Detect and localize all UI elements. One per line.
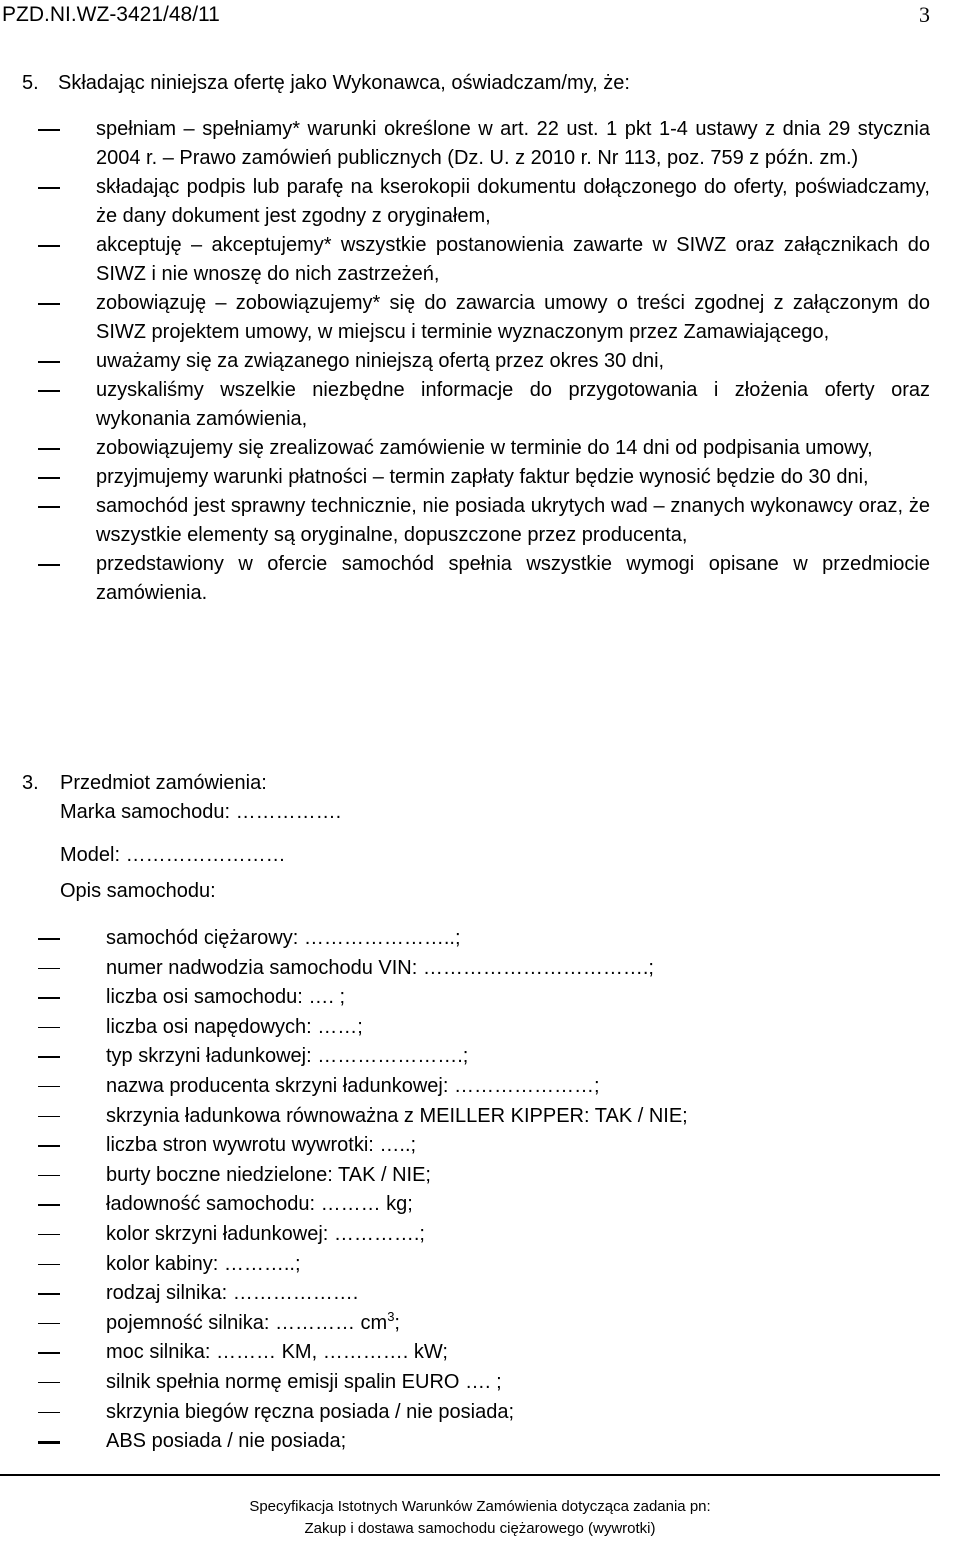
section-title: Przedmiot zamówienia: xyxy=(60,772,267,794)
section-title: Składając niniejsza ofertę jako Wykonawca, oświadczam/my, że: xyxy=(58,72,630,94)
list-item: samochód jest sprawny technicznie, nie posiada ukrytych wad – znanych wykonawcy oraz, że wszystkie elementy są oryginalne, dopuszczone przez producenta, xyxy=(38,492,930,550)
dash-bullet xyxy=(38,1056,60,1058)
page-footer xyxy=(0,1496,960,1540)
list-item: moc silnika: ……… KM, …………. kW; xyxy=(38,1338,898,1368)
list-item: akceptuję – akceptujemy* wszystkie postanowienia zawarte w SIWZ oraz załącznikach do SIWZ i nie wnoszę do nich zastrzeżeń, xyxy=(38,231,930,289)
list-item: liczba osi napędowych: ……; xyxy=(38,1013,898,1043)
page-number: 3 xyxy=(919,2,930,27)
dash-bullet xyxy=(38,997,60,999)
list-item: pojemność silnika: ………… $cm^3$; xyxy=(38,1309,898,1339)
dash-bullet xyxy=(38,506,60,508)
list-item: spełniam – spełniamy* warunki określone w art. 22 ust. 1 pkt 1-4 ustawy z dnia 29 stycznia 2004 r. – Prawo zamówień publicznych (Dz. U. z 2010 r. Nr 113, poz. 759 z późn. zm.) xyxy=(38,115,930,173)
dash-bullet xyxy=(38,1382,60,1384)
superscript: 3 xyxy=(387,1308,395,1324)
list-item: przyjmujemy warunki płatności – termin zapłaty faktur będzie wynosić będzie do 30 dni, xyxy=(38,463,930,492)
dash-bullet xyxy=(38,1323,60,1325)
dash-bullet xyxy=(38,129,60,131)
list-item: nazwa producenta skrzyni ładunkowej: …………………; xyxy=(38,1072,898,1102)
brand-field: Marka samochodu: ……………. xyxy=(60,801,342,823)
list-item: kolor kabiny: ………..; xyxy=(38,1250,898,1280)
declarations-list xyxy=(38,115,930,608)
description-label: Opis samochodu: xyxy=(60,880,216,902)
dash-bullet xyxy=(38,1027,60,1029)
list-item: kolor skrzyni ładunkowej: ………….; xyxy=(38,1220,898,1250)
dash-bullet xyxy=(38,448,60,450)
dash-bullet xyxy=(38,477,60,479)
dash-bullet xyxy=(38,1175,60,1177)
list-item: liczba stron wywrotu wywrotki: …..; xyxy=(38,1131,898,1161)
list-item: rodzaj silnika: ………………. xyxy=(38,1279,898,1309)
list-item: burty boczne niedzielone: TAK / NIE; xyxy=(38,1161,898,1191)
dash-bullet xyxy=(38,361,60,363)
list-item: zobowiązujemy się zrealizować zamówienie w terminie do 14 dni od podpisania umowy, xyxy=(38,434,930,463)
list-item: ABS posiada / nie posiada; xyxy=(38,1427,898,1457)
dash-bullet xyxy=(38,564,60,566)
dash-bullet xyxy=(38,938,60,940)
section-number: 3. xyxy=(22,772,39,794)
dash-bullet xyxy=(38,1116,60,1118)
dash-bullet xyxy=(38,1441,60,1444)
model-field: Model: …………………… xyxy=(60,844,286,866)
document-id: PZD.NI.WZ-3421/48/11 xyxy=(2,3,220,26)
dash-bullet xyxy=(38,1204,60,1206)
dash-bullet xyxy=(38,303,60,305)
dash-bullet xyxy=(38,1145,60,1147)
dash-bullet xyxy=(38,1293,60,1295)
list-item: typ skrzyni ładunkowej: ………………….; xyxy=(38,1042,898,1072)
list-item: ładowność samochodu: ……… kg; xyxy=(38,1190,898,1220)
dash-bullet xyxy=(38,968,60,970)
dash-bullet xyxy=(38,390,60,392)
footer-line-2: Zakup i dostawa samochodu ciężarowego (wywrotki) xyxy=(304,1520,656,1537)
list-item: samochód ciężarowy: …………………..; xyxy=(38,924,898,954)
dash-bullet xyxy=(38,1086,60,1088)
list-item: zobowiązuję – zobowiązujemy* się do zawarcia umowy o treści zgodnej z załączonym do SIWZ projektem umowy, w miejscu i terminie wyznaczonym przez Zamawiającego, xyxy=(38,289,930,347)
list-item: uważamy się za związanego niniejszą ofertą przez okres 30 dni, xyxy=(38,347,930,376)
footer-divider xyxy=(0,1474,940,1476)
list-item: składając podpis lub parafę na kserokopii dokumentu dołączonego do oferty, poświadczamy, że dany dokument jest zgodny z oryginałem, xyxy=(38,173,930,231)
dash-bullet xyxy=(38,1352,60,1354)
list-item: silnik spełnia normę emisji spalin EURO …. ; xyxy=(38,1368,898,1398)
footer-line-1: Specyfikacja Istotnych Warunków Zamówienia dotycząca zadania pn: xyxy=(249,1498,711,1515)
section-number: 5. xyxy=(22,72,39,94)
dash-bullet xyxy=(38,1412,60,1414)
list-item: przedstawiony w ofercie samochód spełnia wszystkie wymogi opisane w przedmiocie zamówienia. xyxy=(38,550,930,608)
list-item: numer nadwodzia samochodu VIN: …………………………….; xyxy=(38,954,898,984)
list-item: liczba osi samochodu: …. ; xyxy=(38,983,898,1013)
dash-bullet xyxy=(38,1234,60,1236)
vehicle-spec-list xyxy=(38,924,898,1457)
dash-bullet xyxy=(38,1264,60,1266)
dash-bullet xyxy=(38,187,60,189)
dash-bullet xyxy=(38,245,60,247)
list-item: uzyskaliśmy wszelkie niezbędne informacje do przygotowania i złożenia oferty oraz wykonania zamówienia, xyxy=(38,376,930,434)
list-item: skrzynia ładunkowa równoważna z MEILLER KIPPER: TAK / NIE; xyxy=(38,1102,898,1132)
list-item: skrzynia biegów ręczna posiada / nie posiada; xyxy=(38,1398,898,1428)
